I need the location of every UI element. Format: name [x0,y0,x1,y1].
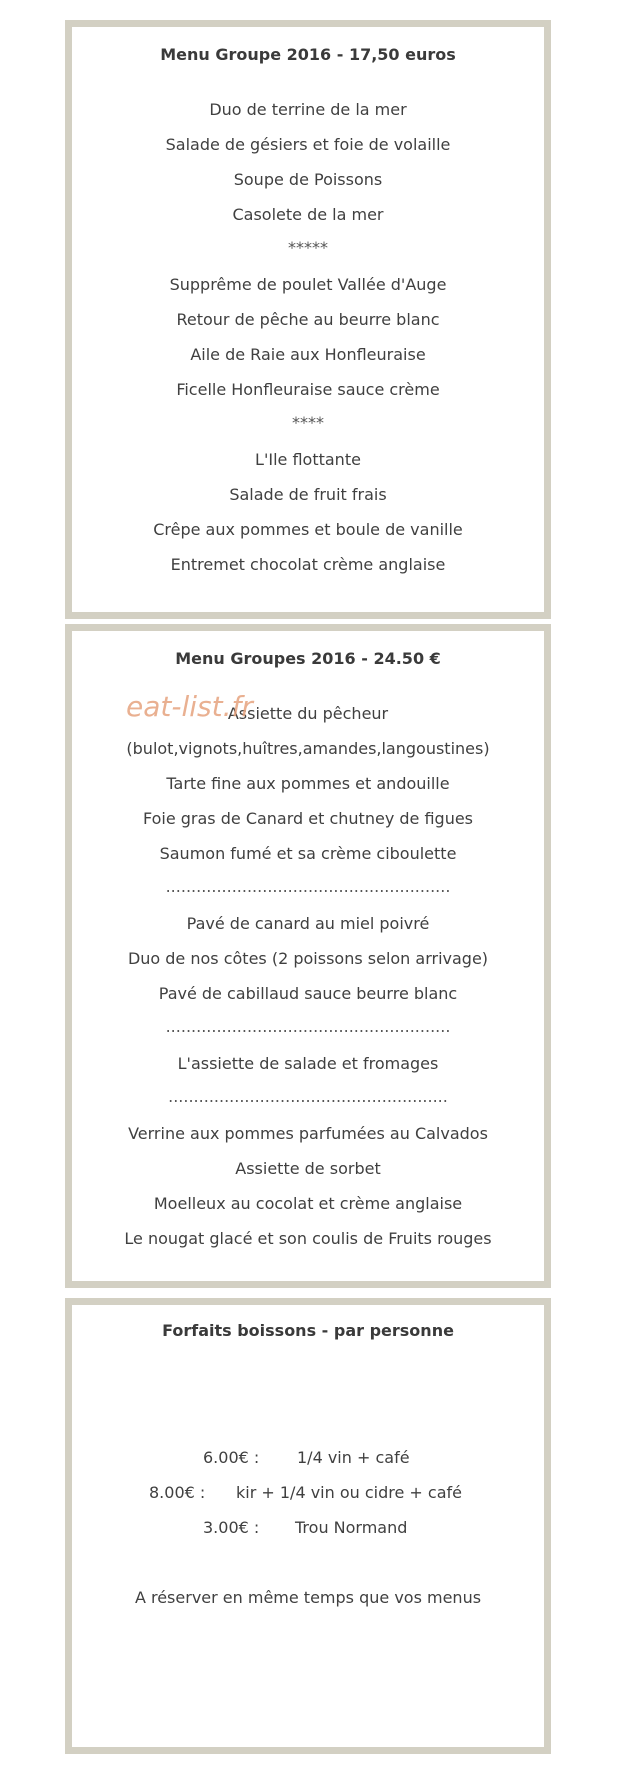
menu-item: Casolete de la mer [232,205,384,224]
menu-item: Retour de pêche au beurre blanc [176,310,440,329]
menu-item: Assiette de sorbet [235,1159,381,1178]
menu-card-2450 [65,624,551,1288]
menu-item: Salade de gésiers et foie de volaille [165,135,451,154]
drinks-card [65,1298,551,1754]
drinks-note: A réserver en même temps que vos menus [134,1588,482,1607]
menu-item: Saumon fumé et sa crème ciboulette [159,844,457,863]
menu-item: L'Ile flottante [255,450,361,469]
menu-separator: **** [292,413,324,432]
menu-item: Aile de Raie aux Honfleuraise [190,345,426,364]
watermark-logo: eat-list.fr [126,690,253,723]
drinks-description: Trou Normand [295,1518,408,1537]
menu-title: Menu Groupe 2016 - 17,50 euros [160,45,456,64]
menu-item: Duo de nos côtes (2 poissons selon arrivage) [127,949,489,968]
menu-item: Ficelle Honfleuraise sauce crème [176,380,440,399]
drinks-price: 6.00€ : [203,1448,260,1467]
menu-separator: ........................................................ [165,1017,451,1036]
menu-item: Foie gras de Canard et chutney de figues [142,809,474,828]
menu-item: Le nougat glacé et son coulis de Fruits rouges [124,1229,492,1248]
menu-title: Menu Groupes 2016 - 24.50 € [175,649,441,668]
menu-item: Moelleux au cocolat et crème anglaise [153,1194,463,1213]
menu-item: Verrine aux pommes parfumées au Calvados [128,1124,488,1143]
drinks-title: Forfaits boissons - par personne [162,1321,454,1340]
menu-item: Supprême de poulet Vallée d'Auge [169,275,447,294]
menu-item: Pavé de cabillaud sauce beurre blanc [158,984,458,1003]
menu-item: (bulot,vignots,huîtres,amandes,langoustines) [126,739,490,758]
drinks-price: 3.00€ : [203,1518,260,1537]
menu-item: Pavé de canard au miel poivré [186,914,430,933]
menu-item: Assiette du pêcheur [227,704,389,723]
menu-item: Crêpe aux pommes et boule de vanille [153,520,463,539]
menu-separator: ....................................................... [168,1087,448,1106]
menu-separator: ***** [288,238,328,257]
menu-item: Duo de terrine de la mer [209,100,407,119]
menu-item: Entremet chocolat crème anglaise [170,555,446,574]
drinks-description: kir + 1/4 vin ou cidre + café [236,1483,462,1502]
drinks-price: 8.00€ : [149,1483,206,1502]
menu-card-1750 [65,20,551,619]
drinks-description: 1/4 vin + café [297,1448,410,1467]
menu-item: L'assiette de salade et fromages [177,1054,439,1073]
menu-separator: ........................................................ [165,877,451,896]
menu-item: Tarte fine aux pommes et andouille [166,774,450,793]
menu-item: Salade de fruit frais [229,485,387,504]
menu-item: Soupe de Poissons [233,170,383,189]
